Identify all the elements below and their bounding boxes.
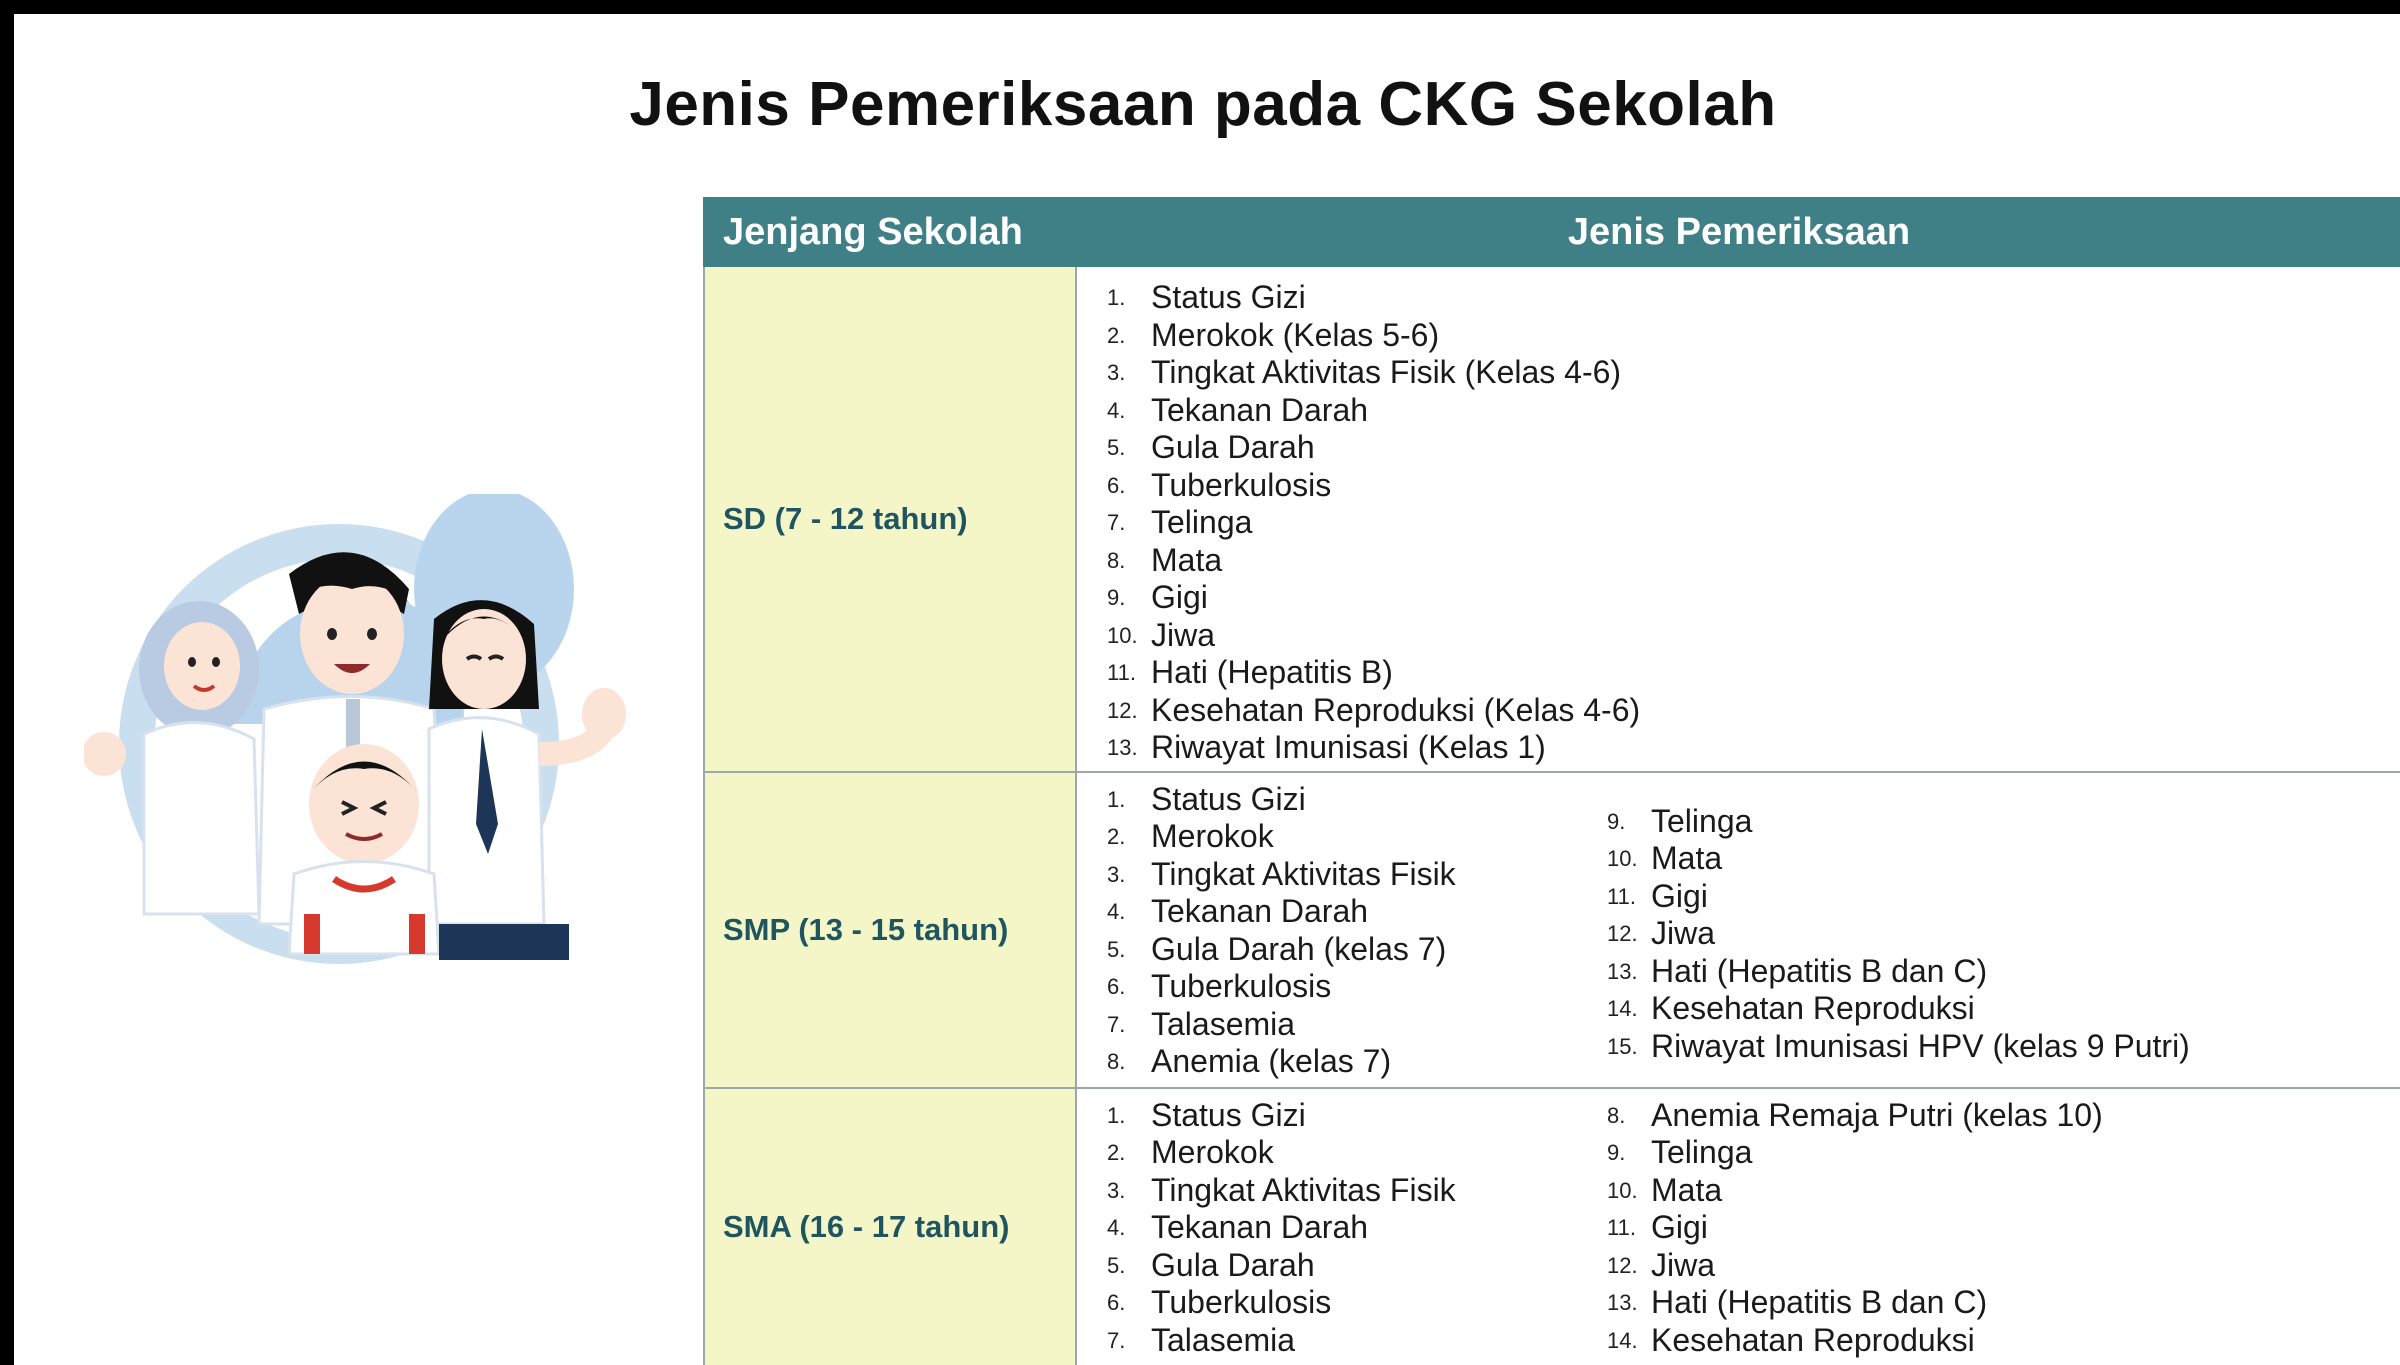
- exam-item-label: Telinga: [1651, 802, 1753, 839]
- exam-item: [1107, 1134, 1607, 1172]
- exam-item-number: 7.: [1107, 510, 1126, 535]
- exam-list: [1607, 1089, 2103, 1360]
- exam-item-number: 3.: [1107, 1177, 1126, 1203]
- exam-item: [1607, 953, 2190, 991]
- exam-item-number: 4.: [1107, 397, 1126, 423]
- exam-item-number: 10.: [1107, 622, 1138, 648]
- exam-item-number: 8.: [1607, 1102, 1626, 1128]
- exam-item-label: Tuberkulosis: [1151, 1284, 1332, 1320]
- exam-item: [1107, 579, 2400, 617]
- exam-cell: [1076, 772, 2400, 1088]
- exam-item-number: 1.: [1107, 285, 1126, 310]
- exam-list: [1077, 773, 1607, 1087]
- header-exam: Jenis Pemeriksaan: [1076, 198, 2400, 266]
- exam-item-number: 6.: [1107, 1290, 1126, 1315]
- exam-item: [1107, 279, 2400, 317]
- exam-item-number: 12.: [1607, 1252, 1638, 1278]
- exam-item-label: Riwayat Imunisasi HPV (kelas 9 Putri): [1651, 1027, 2190, 1064]
- exam-item-label: Gigi: [1651, 1209, 1708, 1245]
- exam-item-label: Status Gizi: [1151, 1096, 1306, 1133]
- exam-item-number: 11.: [1607, 883, 1636, 909]
- exam-item-label: Telinga: [1151, 504, 1253, 540]
- exam-item: [1607, 990, 2190, 1028]
- exam-item-label: Tekanan Darah: [1151, 391, 1369, 428]
- exam-list: [1077, 267, 2400, 771]
- exam-item-number: 8.: [1107, 1049, 1126, 1074]
- exam-item: [1107, 1284, 1607, 1322]
- table-row-sd: [704, 266, 2400, 772]
- exam-item-number: 11.: [1607, 1215, 1636, 1240]
- exam-item: [1607, 1284, 2103, 1322]
- exam-item-label: Kesehatan Reproduksi: [1651, 990, 1975, 1026]
- exam-item: [1107, 1172, 1607, 1210]
- exam-cell: [1076, 266, 2400, 772]
- exam-item-label: Talasemia: [1151, 1005, 1296, 1042]
- exam-item-label: Kesehatan Reproduksi (Kelas 4-6): [1151, 691, 1641, 728]
- exam-item-number: 1.: [1107, 786, 1126, 812]
- exam-item-number: 7.: [1107, 1011, 1126, 1037]
- exam-item-label: Merokok: [1151, 818, 1274, 854]
- exam-item: [1607, 1134, 2103, 1172]
- exam-item: [1607, 878, 2190, 916]
- exam-item: [1607, 1097, 2103, 1135]
- exam-item-number: 7.: [1107, 1327, 1126, 1353]
- exam-item-number: 9.: [1607, 1140, 1626, 1165]
- exam-item: [1107, 504, 2400, 542]
- students-group-illustration: [84, 494, 644, 964]
- exam-item: [1107, 542, 2400, 580]
- exam-item: [1607, 1172, 2103, 1210]
- exam-item: [1107, 1006, 1607, 1044]
- exam-item-number: 2.: [1107, 322, 1126, 348]
- exam-item-label: Merokok (Kelas 5-6): [1151, 316, 1440, 353]
- exam-item: [1607, 1209, 2103, 1247]
- exam-item: [1107, 392, 2400, 430]
- exam-item: [1607, 1247, 2103, 1285]
- exam-item-label: Gula Darah (kelas 7): [1151, 930, 1447, 967]
- exam-item: [1107, 818, 1607, 856]
- exam-item: [1107, 617, 2400, 655]
- exam-table: [703, 197, 2400, 1365]
- exam-item-number: 12.: [1607, 921, 1638, 946]
- exam-item: [1607, 1322, 2103, 1360]
- exam-item-label: Gula Darah: [1151, 429, 1315, 465]
- exam-table-container: [703, 197, 2400, 1365]
- exam-item-number: 9.: [1107, 585, 1126, 610]
- exam-list: [1607, 773, 2190, 1087]
- exam-item-number: 10.: [1607, 1177, 1638, 1203]
- exam-item-label: Gula Darah: [1151, 1246, 1315, 1283]
- exam-item-label: Tingkat Aktivitas Fisik (Kelas 4-6): [1151, 354, 1622, 390]
- exam-item: [1107, 354, 2400, 392]
- exam-item: [1107, 856, 1607, 894]
- exam-list: [1077, 1089, 1607, 1360]
- table-header-row: [704, 198, 2400, 266]
- exam-item-label: Jiwa: [1651, 1246, 1716, 1283]
- exam-item-label: Hati (Hepatitis B dan C): [1651, 952, 1988, 989]
- exam-item: [1107, 317, 2400, 355]
- exam-item-number: 13.: [1607, 958, 1638, 984]
- exam-item-label: Anemia (kelas 7): [1151, 1043, 1392, 1079]
- exam-item: [1107, 893, 1607, 931]
- exam-item-number: 9.: [1607, 808, 1626, 834]
- exam-item-label: Jiwa: [1651, 915, 1716, 951]
- exam-item-number: 4.: [1107, 899, 1126, 924]
- exam-item-number: 13.: [1607, 1290, 1638, 1315]
- exam-item-label: Tekanan Darah: [1151, 893, 1369, 929]
- exam-item-label: Kesehatan Reproduksi: [1651, 1321, 1975, 1358]
- exam-item: [1107, 931, 1607, 969]
- exam-item-number: 14.: [1607, 1327, 1638, 1353]
- exam-item: [1107, 1043, 1607, 1081]
- exam-item-label: Riwayat Imunisasi (Kelas 1): [1151, 729, 1546, 765]
- exam-item: [1107, 1209, 1607, 1247]
- exam-item: [1107, 692, 2400, 730]
- exam-cell: [1076, 1088, 2400, 1365]
- header-level: Jenjang Sekolah: [704, 198, 1076, 266]
- exam-item-number: 3.: [1107, 360, 1126, 385]
- exam-item-label: Status Gizi: [1151, 780, 1306, 817]
- exam-item: [1607, 1028, 2190, 1066]
- level-cell: SD (7 - 12 tahun): [704, 266, 1076, 772]
- exam-item-number: 14.: [1607, 996, 1638, 1021]
- exam-item-label: Gigi: [1151, 579, 1208, 615]
- exam-item-label: Tuberkulosis: [1151, 968, 1332, 1004]
- exam-item: [1107, 429, 2400, 467]
- exam-item-number: 4.: [1107, 1215, 1126, 1240]
- exam-item-label: Hati (Hepatitis B dan C): [1651, 1284, 1988, 1320]
- exam-item-number: 5.: [1107, 936, 1126, 962]
- table-row-smp: [704, 772, 2400, 1088]
- page-title: Jenis Pemeriksaan pada CKG Sekolah: [629, 70, 1777, 139]
- exam-item: [1107, 654, 2400, 692]
- exam-item-label: Tekanan Darah: [1151, 1209, 1369, 1245]
- exam-item-number: 11.: [1107, 660, 1136, 685]
- exam-item-number: 2.: [1107, 824, 1126, 849]
- exam-item-label: Tuberkulosis: [1151, 466, 1332, 503]
- exam-item: [1607, 915, 2190, 953]
- exam-item-number: 6.: [1107, 974, 1126, 999]
- exam-item-number: 1.: [1107, 1102, 1126, 1128]
- exam-item-number: 15.: [1607, 1033, 1638, 1059]
- exam-item-label: Gigi: [1651, 877, 1708, 914]
- exam-item-label: Mata: [1151, 541, 1223, 578]
- exam-item-label: Mata: [1651, 1171, 1723, 1208]
- exam-item-number: 3.: [1107, 861, 1126, 887]
- exam-item: [1107, 1322, 1607, 1360]
- exam-item-label: Tingkat Aktivitas Fisik: [1151, 855, 1456, 892]
- table-row-sma: [704, 1088, 2400, 1365]
- exam-item-number: 5.: [1107, 435, 1126, 460]
- exam-item-number: 8.: [1107, 547, 1126, 573]
- exam-item: [1107, 781, 1607, 819]
- exam-item: [1107, 1247, 1607, 1285]
- level-cell: SMP (13 - 15 tahun): [704, 772, 1076, 1088]
- exam-item-number: 5.: [1107, 1252, 1126, 1278]
- exam-item: [1107, 467, 2400, 505]
- exam-item-label: Merokok: [1151, 1134, 1274, 1170]
- exam-item-label: Status Gizi: [1151, 279, 1306, 315]
- exam-item: [1107, 968, 1607, 1006]
- exam-item-number: 2.: [1107, 1140, 1126, 1165]
- exam-item-label: Anemia Remaja Putri (kelas 10): [1651, 1096, 2103, 1133]
- slide: [14, 14, 2400, 1365]
- exam-item-number: 12.: [1107, 697, 1138, 723]
- exam-item-label: Hati (Hepatitis B): [1151, 654, 1393, 690]
- exam-item: [1607, 840, 2190, 878]
- exam-item-label: Talasemia: [1151, 1321, 1296, 1358]
- exam-item-label: Telinga: [1651, 1134, 1753, 1170]
- exam-item-number: 6.: [1107, 472, 1126, 498]
- exam-item-label: Tingkat Aktivitas Fisik: [1151, 1171, 1456, 1208]
- exam-item: [1107, 729, 2400, 767]
- exam-item: [1107, 1097, 1607, 1135]
- exam-item-label: Mata: [1651, 840, 1723, 876]
- level-cell: SMA (16 - 17 tahun): [704, 1088, 1076, 1365]
- exam-item: [1607, 803, 2190, 841]
- exam-item-number: 13.: [1107, 735, 1138, 760]
- exam-item-number: 10.: [1607, 846, 1638, 871]
- exam-item-label: Jiwa: [1151, 616, 1216, 653]
